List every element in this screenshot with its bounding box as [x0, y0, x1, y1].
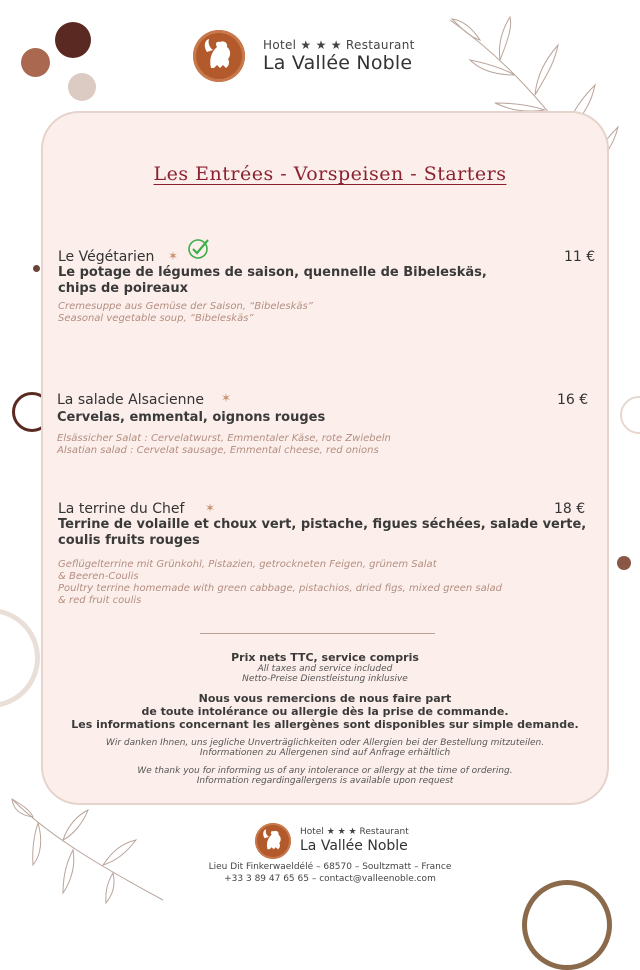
footer-address: Lieu Dit Finkerwaeldélé – 68570 – Soultzmatt – France	[208, 862, 452, 872]
decor-ring	[620, 396, 640, 434]
dish-name: La salade Alsacienne	[57, 392, 205, 408]
dish-name: Le Végétarien	[58, 249, 155, 265]
star-icon: ✶	[221, 391, 232, 405]
decor-ring	[522, 880, 612, 970]
decor-dot	[21, 48, 50, 77]
allergy-note-de: Wir danken Ihnen, uns jegliche Unverträglichkeiten oder Allergien bei der Bestellung mitzuteilen. Informationen zu Allergenen sind auf Anfrage erhältlich	[105, 738, 545, 758]
lion-logo-icon	[255, 823, 291, 859]
menu-title: Les Entrées - Vorspeisen - Starters	[153, 163, 507, 185]
lion-logo-icon	[193, 30, 245, 82]
divider	[200, 633, 435, 634]
footer-brand-name: La Vallée Noble	[300, 838, 408, 854]
leaf-check-icon	[187, 237, 211, 259]
dish-price: 18 €	[554, 501, 586, 517]
decor-dot	[617, 556, 631, 570]
allergy-note-fr: Nous vous remercions de nous faire part de toute intolérance ou allergie dès la prise de commande. Les informations concernant les allergènes sont disponibles sur simple demande.	[71, 692, 579, 731]
brand-line1: Hotel ★ ★ ★ Restaurant	[263, 38, 415, 52]
dish-price: 16 €	[557, 392, 589, 408]
decor-ring	[0, 608, 40, 708]
dish-description: Le potage de légumes de saison, quennelle de Bibeleskäs, chips de poireaux	[58, 265, 487, 296]
star-icon: ✶	[168, 249, 179, 263]
price-note: Prix nets TTC, service compris All taxes and service included Netto-Preise Dienstleistung inklusive	[231, 651, 419, 684]
star-icon: ✶	[205, 501, 216, 515]
footer-contact[interactable]: +33 3 89 47 65 65 – contact@valleenoble.com	[224, 874, 436, 884]
allergy-note-en: We thank you for informing us of any intolerance or allergy at the time of ordering. Information regardingallergens is available upon request	[137, 766, 513, 786]
dish-price: 11 €	[564, 249, 596, 265]
dish-translation: Cremesuppe aus Gemüse der Saison, “Bibeleskäs” Seasonal vegetable soup, “Bibeleskäs”	[58, 301, 313, 324]
branch-illustration	[8, 795, 168, 905]
dish-translation: Geflügelterrine mit Grünkohl, Pistazien, getrockneten Feigen, grünem Salat & Beeren-Coulis Poultry terrine homemade with green cabbage, pistachios, dried figs, mixed green salad & red fruit coulis	[58, 559, 502, 606]
decor-dot	[33, 265, 40, 272]
dish-description: Cervelas, emmental, oignons rouges	[57, 410, 326, 425]
decor-dot	[68, 73, 96, 101]
dish-translation: Elsässicher Salat : Cervelatwurst, Emmentaler Käse, rote Zwiebeln Alsatian salad : Cervelat sausage, Emmental cheese, red onions	[57, 433, 391, 456]
header-brand	[193, 30, 453, 86]
dish-name: La terrine du Chef	[58, 501, 185, 517]
dish-description: Terrine de volaille et choux vert, pistache, figues séchées, salade verte, coulis fruits rouges	[58, 517, 587, 548]
footer-brand-line1: Hotel ★ ★ ★ Restaurant	[300, 827, 409, 837]
decor-dot	[55, 22, 91, 58]
brand-name: La Vallée Noble	[263, 52, 413, 74]
